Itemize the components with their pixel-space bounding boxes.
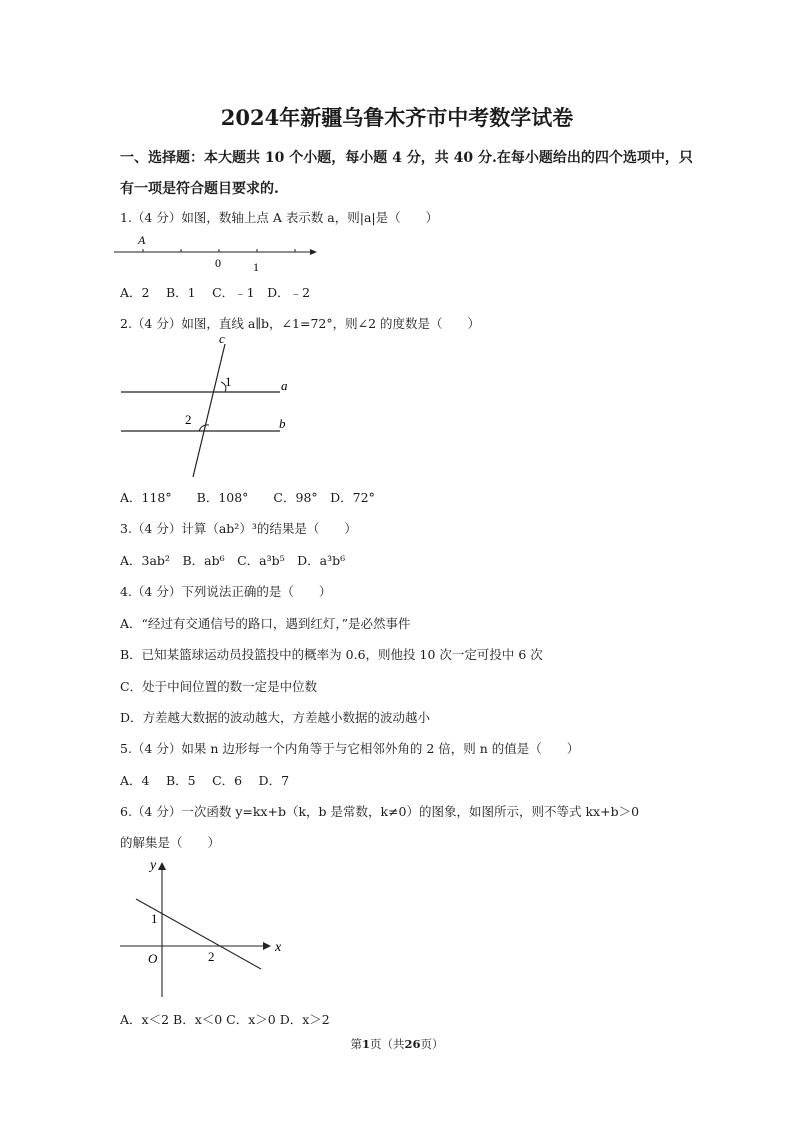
- zero-label: 0: [215, 256, 221, 270]
- footer-prefix: 第: [350, 1037, 362, 1051]
- x-axis-arrow: [263, 942, 271, 950]
- question-4-stem: 4.（4 分）下列说法正确的是（ ）: [120, 584, 332, 599]
- angle-2-label: 2: [185, 412, 192, 427]
- y-axis-label: y: [150, 858, 157, 873]
- question-6-options: A．x＜2 B．x＜0 C．x＞0 D．x＞2: [120, 1012, 330, 1027]
- question-5-options: A．4 B．5 C．6 D．7: [120, 773, 290, 788]
- linear-function-graph: [115, 852, 290, 1002]
- origin-label: O: [148, 951, 158, 966]
- question-4-option-d: D．方差越大数据的波动越大，方差越小数据的波动越小: [120, 710, 431, 725]
- question-1-options: A．2 B．1 C．﹣1 D．﹣2: [120, 285, 311, 300]
- question-5-stem: 5.（4 分）如果 n 边形每一个内角等于与它相邻外角的 2 倍，则 n 的值是（ ）: [120, 741, 580, 756]
- line-c-label: c: [219, 331, 225, 346]
- question-4-option-a: A．“经过有交通信号的路口，遇到红灯，”是必然事件: [120, 616, 411, 631]
- line-a-label: a: [281, 378, 288, 393]
- number-line-arrow: [310, 249, 317, 255]
- number-line-figure: [110, 230, 330, 275]
- x-axis-label: x: [275, 940, 282, 955]
- parallel-lines-figure: [115, 330, 315, 480]
- question-4-option-b: B．已知某篮球运动员投篮投中的概率为 0.6，则他投 10 次一定可投中 6 次: [120, 647, 543, 662]
- y-intercept-label: 1: [151, 911, 158, 926]
- question-3-stem: 3.（4 分）计算（ab²）³的结果是（ ）: [120, 521, 357, 536]
- section-heading-line1: 一、选择题：本大题共 10 个小题，每小题 4 分，共 40 分.在每小题给出的四个选项中，只: [120, 150, 693, 166]
- question-4-option-c: C．处于中间位置的数一定是中位数: [120, 679, 318, 694]
- footer-page-number: 1: [361, 1037, 370, 1051]
- line-b-label: b: [279, 416, 286, 431]
- point-a-label: A: [138, 233, 146, 247]
- y-axis-arrow: [158, 862, 166, 870]
- line-c: [193, 344, 225, 477]
- footer-total-pages: 26: [404, 1037, 421, 1051]
- question-3-options: A．3ab² B．ab⁶ C．a³b⁵ D．a³b⁶: [120, 553, 346, 568]
- question-2-options: A．118° B．108° C．98° D．72°: [120, 490, 375, 505]
- angle-1-label: 1: [225, 374, 232, 389]
- page-title: 2024年新疆乌鲁木齐市中考数学试卷: [220, 105, 574, 130]
- question-6-stem-line1: 6.（4 分）一次函数 y=kx+b（k，b 是常数，k≠0）的图象，如图所示，则不等式 kx+b＞0: [120, 804, 640, 819]
- page-footer: [0, 1036, 794, 1052]
- section-heading-line2: 有一项是符合题目要求的.: [120, 181, 279, 197]
- footer-middle: 页（共: [370, 1037, 405, 1051]
- one-label: 1: [253, 260, 259, 274]
- question-2-stem: 2.（4 分）如图，直线 a∥b，∠1=72°，则∠2 的度数是（ ）: [120, 316, 481, 331]
- question-6-stem-line2: 的解集是（ ）: [120, 835, 221, 850]
- footer-suffix: 页）: [420, 1037, 444, 1051]
- x-intercept-label: 2: [208, 949, 215, 964]
- question-1-stem: 1.（4 分）如图，数轴上点 A 表示数 a，则|a|是（ ）: [120, 210, 439, 225]
